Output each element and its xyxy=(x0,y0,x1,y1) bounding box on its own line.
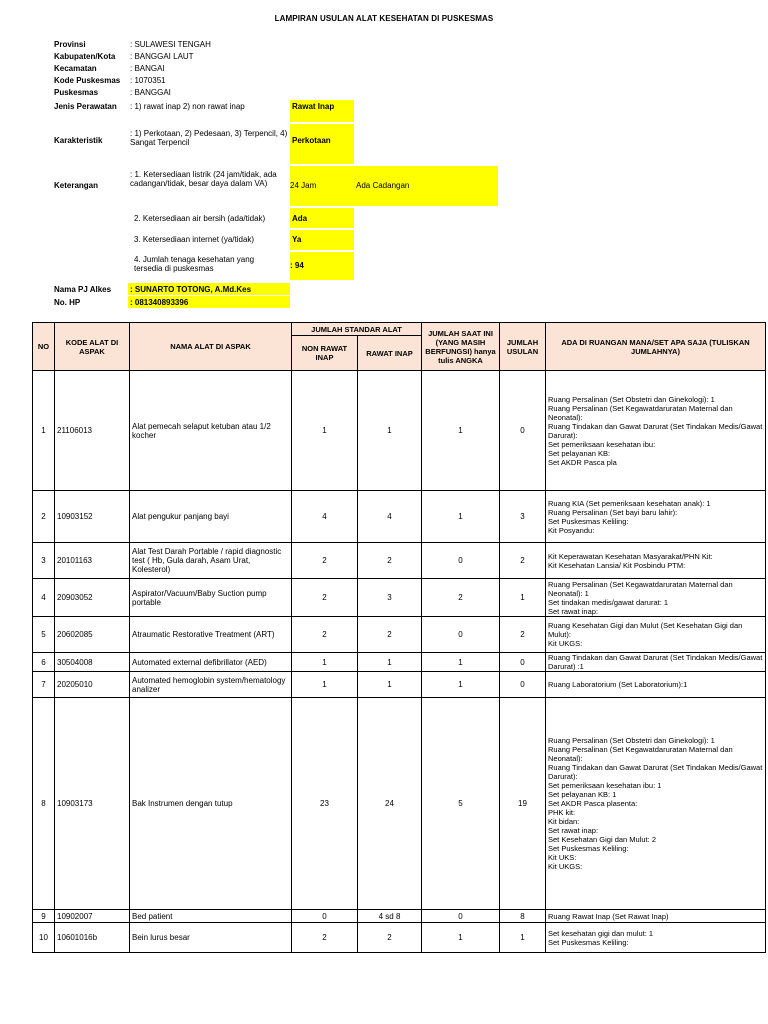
ruangan-line: Set tindakan medis/gawat darurat: 1 xyxy=(548,597,669,607)
ket1-answer: 24 Jam xyxy=(290,181,317,190)
ket3-answer: Ya xyxy=(292,235,302,244)
cell-rawat: 2 xyxy=(358,923,422,953)
cell-ruangan xyxy=(546,543,766,579)
cell-rawat: 24 xyxy=(358,698,422,910)
cell-usulan: 2 xyxy=(500,543,546,579)
cell-rawat: 4 xyxy=(358,491,422,543)
cell-kode: 20602085 xyxy=(55,617,130,653)
ruangan-line: Kit Kesehatan Lansia/ Kit Posbindu PTM: xyxy=(548,560,686,570)
cell-saat-ini: 2 xyxy=(422,579,500,617)
cell-rawat: 2 xyxy=(358,543,422,579)
header-ruangan: ADA DI RUANGAN MANA/SET APA SAJA (TULISKAN JUMLAHNYA) xyxy=(546,323,766,371)
table-row xyxy=(33,543,766,579)
cell-rawat: 3 xyxy=(358,579,422,617)
cell-non-rawat: 2 xyxy=(292,579,358,617)
ket1-value: : 1. Ketersediaan listrik (24 jam/tidak, ada cadangan/tidak, besar daya dalam VA) xyxy=(130,170,277,188)
ruangan-line: Ruang Persalinan (Set Obstetri dan Ginekologi): 1 xyxy=(548,736,715,745)
ruangan-line: Ruang Persalinan (Set Kegawatdaruratan Maternal dan Neonatal): 1 xyxy=(548,579,733,598)
cell-kode: 10902007 xyxy=(55,910,130,923)
cell-no: 4 xyxy=(33,579,55,617)
cell-ruangan xyxy=(546,910,766,923)
table-row xyxy=(33,371,766,491)
cell-kode: 10903152 xyxy=(55,491,130,543)
cell-kode: 10601016b xyxy=(55,923,130,953)
ket2-answer: Ada xyxy=(292,214,308,223)
ruangan-line: Ruang Persalinan (Set Obstetri dan Ginekologi): 1 xyxy=(548,394,715,404)
ruangan-line: Set pelayanan KB: 1 xyxy=(548,790,617,799)
cell-rawat: 2 xyxy=(358,617,422,653)
ruangan-line: Ruang Laboratorium (Set Laboratorium):1 xyxy=(548,680,688,689)
cell-saat-ini: 5 xyxy=(422,698,500,910)
document-title: LAMPIRAN USULAN ALAT KESEHATAN DI PUSKESMAS xyxy=(274,14,494,23)
ket3-value: 3. Ketersediaan internet (ya/tidak) xyxy=(134,235,255,244)
table-row xyxy=(33,653,766,672)
ruangan-line: Ruang Persalinan (Set Kegawatdaruratan Maternal dan Neonatal): xyxy=(548,745,733,763)
cell-saat-ini: 1 xyxy=(422,923,500,953)
ruangan-line: Ruang Kesehatan Gigi dan Mulut (Set Kesehatan Gigi dan Mulut): xyxy=(548,621,743,639)
cell-nama: Bein lurus besar xyxy=(130,923,292,953)
table-row xyxy=(33,910,766,923)
cell-ruangan xyxy=(546,491,766,543)
ruangan-line: Ruang Tindakan dan Gawat Darurat (Set Tindakan Medis/Gawat Darurat): xyxy=(548,421,763,440)
header-usulan: JUMLAH USULAN xyxy=(500,323,546,371)
cell-nama: Automated external defibrillator (AED) xyxy=(130,653,292,672)
cell-usulan: 1 xyxy=(500,923,546,953)
cell-ruangan xyxy=(546,579,766,617)
ruangan-line: Set Kesehatan Gigi dan Mulut: 2 xyxy=(548,835,656,844)
puskesmas-value: : BANGGAI xyxy=(130,88,171,97)
ket4-answer: : 94 xyxy=(290,261,304,270)
cell-saat-ini: 0 xyxy=(422,617,500,653)
cell-non-rawat: 1 xyxy=(292,371,358,491)
cell-usulan: 1 xyxy=(500,579,546,617)
cell-saat-ini: 1 xyxy=(422,653,500,672)
ruangan-line: Kit UKS: xyxy=(548,853,577,862)
cell-kode: 10903173 xyxy=(55,698,130,910)
cell-saat-ini: 1 xyxy=(422,491,500,543)
header-standar: JUMLAH STANDAR ALAT xyxy=(292,323,422,336)
pj-alkes-value: : SUNARTO TOTONG, A.Md.Kes xyxy=(130,285,252,294)
ruangan-line: Set pemeriksaan kesehatan ibu: xyxy=(548,439,656,449)
ruangan-line: Set AKDR Pasca plasenta: xyxy=(548,799,638,808)
table-row xyxy=(33,491,766,543)
pj-alkes-label: Nama PJ Alkes xyxy=(54,285,112,294)
cell-usulan: 2 xyxy=(500,617,546,653)
hp-value: : 081340893396 xyxy=(130,298,189,307)
karakteristik-value: : 1) Perkotaan, 2) Pedesaan, 3) Terpencil, 4) Sangat Terpencil xyxy=(130,129,288,147)
cell-usulan: 0 xyxy=(500,371,546,491)
kecamatan-value: : BANGAI xyxy=(130,64,165,73)
cell-kode: 20903052 xyxy=(55,579,130,617)
cell-saat-ini: 1 xyxy=(422,371,500,491)
equipment-table xyxy=(32,322,766,953)
cell-non-rawat: 1 xyxy=(292,653,358,672)
kode-puskesmas-value: : 1070351 xyxy=(130,76,166,85)
cell-non-rawat: 2 xyxy=(292,617,358,653)
ruangan-line: Ruang Tindakan dan Gawat Darurat (Set Tindakan Medis/Gawat Darurat): xyxy=(548,763,763,781)
puskesmas-label: Puskesmas xyxy=(54,88,99,97)
info-section xyxy=(54,40,514,312)
cell-kode: 21106013 xyxy=(55,371,130,491)
cell-usulan: 0 xyxy=(500,672,546,698)
header-kode: KODE ALAT DI ASPAK xyxy=(55,323,130,371)
cell-usulan: 0 xyxy=(500,653,546,672)
ruangan-line: Kit bidan: xyxy=(548,817,580,826)
kabupaten-label: Kabupaten/Kota xyxy=(54,52,116,61)
ruangan-line: Ruang Tindakan dan Gawat Darurat (Set Tindakan Medis/Gawat Darurat) :1 xyxy=(548,653,763,671)
ruangan-line: Set pemeriksaan kesehatan ibu: 1 xyxy=(548,781,662,790)
cell-ruangan xyxy=(546,617,766,653)
jenis-perawatan-label: Jenis Perawatan xyxy=(54,102,117,111)
cell-non-rawat: 2 xyxy=(292,543,358,579)
ruangan-line: Set rawat inap: xyxy=(548,826,599,835)
cell-nama: Automated hemoglobin system/hematology analizer xyxy=(130,672,292,698)
cell-saat-ini: 1 xyxy=(422,672,500,698)
cell-ruangan xyxy=(546,371,766,491)
cell-ruangan xyxy=(546,653,766,672)
ruangan-line: Kit Posyandu: xyxy=(548,525,595,535)
ruangan-line: Set rawat inap: xyxy=(548,606,599,616)
kabupaten-value: : BANGGAI LAUT xyxy=(130,52,194,61)
ruangan-line: Ruang Persalinan (Set Kegawatdaruratan Maternal dan Neonatal): xyxy=(548,403,733,422)
provinsi-label: Provinsi xyxy=(54,40,86,49)
cell-no: 8 xyxy=(33,698,55,910)
table-row xyxy=(33,698,766,910)
ruangan-line: Set Puskesmas Keliling: xyxy=(548,844,629,853)
jenis-perawatan-answer: Rawat Inap xyxy=(292,102,335,111)
cell-non-rawat: 0 xyxy=(292,910,358,923)
cell-non-rawat: 23 xyxy=(292,698,358,910)
header-non-rawat: NON RAWAT INAP xyxy=(292,336,358,371)
cell-no: 1 xyxy=(33,371,55,491)
cell-no: 3 xyxy=(33,543,55,579)
ruangan-line: PHK kit: xyxy=(548,808,576,817)
karakteristik-label: Karakteristik xyxy=(54,136,103,145)
cell-nama: Aspirator/Vacuum/Baby Suction pump portable xyxy=(130,579,292,617)
cell-nama: Bed patient xyxy=(130,910,292,923)
table-row xyxy=(33,579,766,617)
cell-nama: Alat pengukur panjang bayi xyxy=(130,491,292,543)
header-no: NO xyxy=(33,323,55,371)
ruangan-line: Set pelayanan KB: xyxy=(548,448,611,458)
cell-non-rawat: 1 xyxy=(292,672,358,698)
header-rawat: RAWAT INAP xyxy=(358,336,422,371)
jenis-perawatan-value: : 1) rawat inap 2) non rawat inap xyxy=(130,102,245,111)
cell-usulan: 8 xyxy=(500,910,546,923)
ket1-answer2: Ada Cadangan xyxy=(356,181,410,190)
ruangan-line: Ruang Rawat Inap (Set Rawat Inap) xyxy=(548,911,669,921)
cell-kode: 30504008 xyxy=(55,653,130,672)
ket2-value: 2. Ketersediaan air bersih (ada/tidak) xyxy=(134,214,266,223)
cell-nama: Alat Test Darah Portable / rapid diagnostic test ( Hb, Gula darah, Asam Urat, Kolesterol) xyxy=(130,543,292,579)
ruangan-line: Kit Keperawatan Kesehatan Masyarakat/PHN Kit: xyxy=(548,551,713,561)
cell-ruangan xyxy=(546,923,766,953)
cell-usulan: 3 xyxy=(500,491,546,543)
cell-nama: Alat pemecah selaput ketuban atau 1/2 kocher xyxy=(130,371,292,491)
cell-non-rawat: 4 xyxy=(292,491,358,543)
cell-no: 10 xyxy=(33,923,55,953)
cell-kode: 20205010 xyxy=(55,672,130,698)
cell-usulan: 19 xyxy=(500,698,546,910)
kecamatan-label: Kecamatan xyxy=(54,64,97,73)
cell-no: 7 xyxy=(33,672,55,698)
table-row xyxy=(33,672,766,698)
cell-saat-ini: 0 xyxy=(422,543,500,579)
header-nama: NAMA ALAT DI ASPAK xyxy=(130,323,292,371)
ruangan-line: Set AKDR Pasca pla xyxy=(548,457,617,467)
cell-non-rawat: 2 xyxy=(292,923,358,953)
cell-rawat: 1 xyxy=(358,653,422,672)
table-row xyxy=(33,617,766,653)
provinsi-value: : SULAWESI TENGAH xyxy=(130,40,211,49)
cell-no: 9 xyxy=(33,910,55,923)
cell-nama: Atraumatic Restorative Treatment (ART) xyxy=(130,617,292,653)
ruangan-line: Ruang Persalinan (Set bayi baru lahir): xyxy=(548,507,678,517)
ruangan-line: Kit UKGS: xyxy=(548,862,583,871)
cell-no: 6 xyxy=(33,653,55,672)
cell-rawat: 1 xyxy=(358,371,422,491)
ruangan-line: Set Puskesmas Keliling: xyxy=(548,937,629,947)
cell-no: 5 xyxy=(33,617,55,653)
ruangan-line: Kit UKGS: xyxy=(548,639,583,648)
hp-label: No. HP xyxy=(54,298,81,307)
cell-rawat: 4 sd 8 xyxy=(358,910,422,923)
ruangan-line: Ruang KIA (Set pemeriksaan kesehatan anak): 1 xyxy=(548,498,711,508)
ket4-value: 4. Jumlah tenaga kesehatan yang tersedia di puskesmas xyxy=(134,255,255,273)
cell-kode: 20101163 xyxy=(55,543,130,579)
cell-ruangan xyxy=(546,672,766,698)
table-row xyxy=(33,923,766,953)
cell-rawat: 1 xyxy=(358,672,422,698)
karakteristik-answer-text: Perkotaan xyxy=(292,136,331,145)
cell-nama: Bak Instrumen dengan tutup xyxy=(130,698,292,910)
header-saat-ini: JUMLAH SAAT INI (YANG MASIH BERFUNGSI) hanya tulis ANGKA xyxy=(422,323,500,371)
ruangan-line: Set Puskesmas Keliling: xyxy=(548,516,629,526)
kode-puskesmas-label: Kode Puskesmas xyxy=(54,76,121,85)
cell-ruangan xyxy=(546,698,766,910)
cell-no: 2 xyxy=(33,491,55,543)
cell-saat-ini: 0 xyxy=(422,910,500,923)
ruangan-line: Set kesehatan gigi dan mulut: 1 xyxy=(548,928,654,938)
keterangan-label: Keterangan xyxy=(54,181,99,190)
